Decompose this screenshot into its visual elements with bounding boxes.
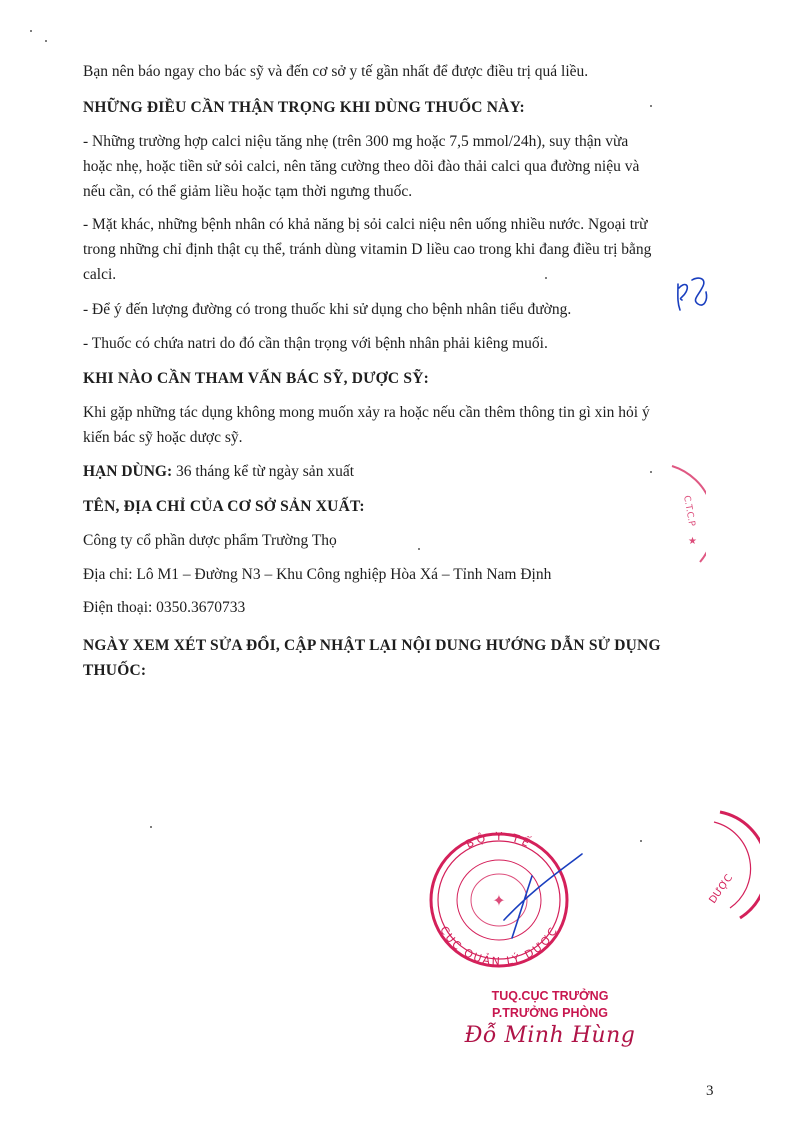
stamp-bottom-text: CỤC QUẢN LÝ DƯỢC: [437, 923, 561, 969]
initials-signature-icon: [668, 270, 718, 318]
scan-speck: [545, 277, 547, 279]
caution-heading: NHỮNG ĐIỀU CẦN THẬN TRỌNG KHI DÙNG THUỐC NÀY:: [83, 99, 525, 116]
company-edge-stamp-text: C.T.C.P: [681, 494, 697, 528]
caution-2-line-2: trong những chỉ định thật cụ thể, tránh dùng vitamin D liều cao trong khi đang điều trị bằng: [83, 241, 652, 258]
shelf-life-label: HẠN DÙNG:: [83, 463, 173, 480]
caution-1-line-1: - Những trường hợp calci niệu tăng nhẹ (trên 300 mg hoặc 7,5 mmol/24h), suy thận vừa: [83, 133, 629, 150]
signature-title-2: P.TRƯỞNG PHÒNG: [492, 1006, 608, 1020]
caution-3: - Để ý đến lượng đường có trong thuốc khi sử dụng cho bệnh nhân tiểu đường.: [83, 301, 572, 318]
scan-speck: [640, 840, 642, 842]
revision-heading-line-1: NGÀY XEM XÉT SỬA ĐỔI, CẬP NHẬT LẠI NỘI DUNG HƯỚNG DẪN SỬ DỤNG: [83, 637, 661, 654]
svg-text:CỤC QUẢN LÝ DƯỢC: [437, 924, 561, 968]
scan-speck: [650, 105, 652, 107]
edge-round-stamp-icon: [700, 808, 760, 928]
scan-speck: [418, 548, 420, 550]
manufacturer-heading: TÊN, ĐỊA CHỈ CỦA CƠ SỞ SẢN XUẤT:: [83, 498, 365, 515]
scan-speck: [150, 826, 152, 828]
stamp-top-text: BỘ Y TẾ: [463, 829, 535, 852]
scan-speck: [30, 30, 32, 32]
consult-line-2: kiến bác sỹ hoặc dược sỹ.: [83, 429, 243, 446]
caution-2-line-3: calci.: [83, 266, 117, 283]
ministry-round-stamp-icon: [404, 818, 594, 978]
svg-text:★: ★: [688, 536, 697, 547]
shelf-life-line: [83, 462, 354, 482]
edge-stamp-text: DƯỢC: [707, 872, 736, 906]
caution-2-line-1: - Mặt khác, những bệnh nhân có khả năng bị sỏi calci niệu nên uống nhiều nước. Ngoại trừ: [83, 216, 648, 233]
signature-block: [450, 988, 650, 1050]
company-edge-stamp-icon: [666, 462, 706, 572]
scan-speck: [45, 40, 47, 42]
shelf-life-value: 36 tháng kể từ ngày sản xuất: [172, 463, 355, 480]
caution-4: - Thuốc có chứa natri do đó cần thận trọng với bệnh nhân phải kiêng muối.: [83, 335, 548, 352]
company-address: Địa chỉ: Lô M1 – Đường N3 – Khu Công nghiệp Hòa Xá – Tỉnh Nam Định: [83, 566, 552, 583]
company-phone: Điện thoại: 0350.3670733: [83, 599, 246, 616]
signature-name: Đỗ Minh Hùng: [464, 1023, 636, 1048]
page-number: 3: [706, 1083, 714, 1099]
caution-1-line-2: hoặc nhẹ, hoặc tiền sử sỏi calci, nên tăng cường theo dõi đào thải calci qua đường niệu và: [83, 158, 640, 175]
consult-heading: KHI NÀO CẦN THAM VẤN BÁC SỸ, DƯỢC SỸ:: [83, 370, 429, 387]
revision-heading-line-2: THUỐC:: [83, 662, 147, 679]
svg-text:BỘ Y TẾ: [464, 830, 535, 851]
svg-text:✦: ✦: [492, 893, 506, 910]
overdose-paragraph-tail: Bạn nên báo ngay cho bác sỹ và đến cơ sở y tế gần nhất để được điều trị quá liều.: [83, 63, 589, 80]
signature-title-1: TUQ.CỤC TRƯỞNG: [491, 989, 609, 1003]
company-name: Công ty cổ phần dược phẩm Trường Thọ: [83, 532, 337, 549]
caution-1-line-3: nếu cần, có thể giảm liều hoặc tạm thời ngưng thuốc.: [83, 183, 413, 200]
consult-line-1: Khi gặp những tác dụng không mong muốn xảy ra hoặc nếu cần thêm thông tin gì xin hỏi ý: [83, 404, 650, 421]
scan-speck: [650, 471, 652, 473]
